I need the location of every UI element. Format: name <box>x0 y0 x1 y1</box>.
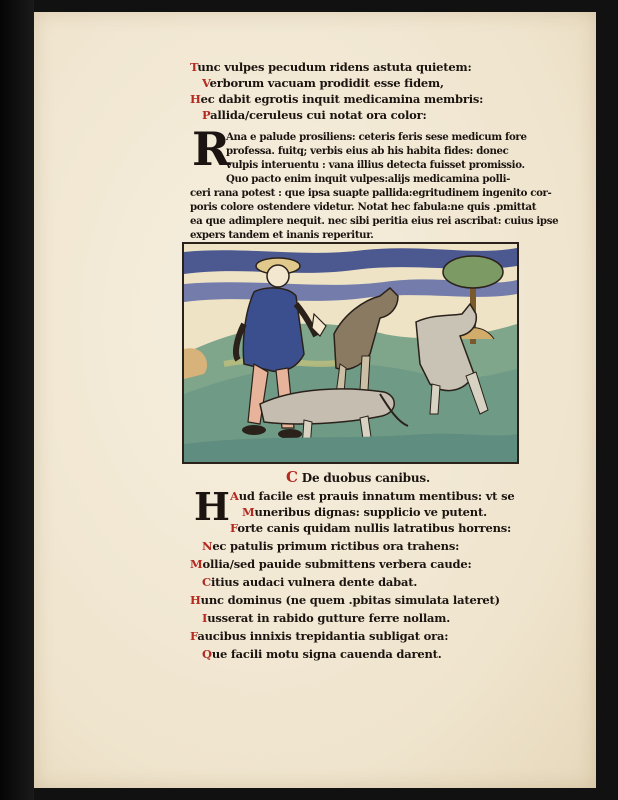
verse-line <box>190 629 448 643</box>
rubricated-letter: M <box>190 557 203 571</box>
verse-text: itius audaci vulnera dente dabat. <box>210 575 418 589</box>
prose-line: ceri rana potest : que ipsa suapte pallida:egritudinem ingenito cor- <box>190 187 552 199</box>
rubricated-letter: I <box>202 611 208 625</box>
verse-line <box>202 539 459 553</box>
rubric-mark: C <box>286 468 298 486</box>
rubricated-letter: H <box>190 92 201 106</box>
rubricated-letter: V <box>202 76 210 90</box>
verse-line <box>190 593 500 607</box>
rubricated-letter: N <box>202 539 213 553</box>
verse-line-2 <box>202 76 444 90</box>
verse-text: orte canis quidam nullis latratibus horrens: <box>237 521 512 535</box>
rubricated-letter: A <box>230 489 239 503</box>
prose-line: Ana e palude prosiliens: ceteris feris sese medicum fore <box>226 131 527 143</box>
verse-line <box>230 521 511 535</box>
prose-line: expers tandem et inanis reperitur. <box>190 229 374 241</box>
verse-text: ec dabit egrotis inquit medicamina membris: <box>200 92 484 106</box>
verse-text: allida/ceruleus cui notat ora color: <box>210 108 427 122</box>
verse-line-4 <box>202 108 427 122</box>
verse-text: ud facile est prauis innatum mentibus: vt se <box>238 489 515 503</box>
fable-heading <box>286 470 430 485</box>
verse-text: unc dominus (ne quem .pbitas simulata lateret) <box>200 593 500 607</box>
verse-line-1 <box>190 60 472 74</box>
verse-line-3 <box>190 92 483 106</box>
rubricated-letter: T <box>190 60 198 74</box>
rubricated-letter: M <box>242 505 255 519</box>
rubricated-letter: C <box>202 575 211 589</box>
decorated-initial-r: R <box>192 122 231 176</box>
prose-line: ea que adimplere nequit. nec sibi peritia eius rei ascribat: cuius ipse <box>190 215 559 227</box>
book-spine-shadow <box>0 0 34 800</box>
verse-line <box>202 575 417 589</box>
verse-line <box>202 611 450 625</box>
verse-text: usserat in rabido gutture ferre nollam. <box>207 611 451 625</box>
prose-line: vulpis interuentu : vana illius detecta fuisset promissio. <box>226 159 525 171</box>
rubricated-letter: F <box>190 629 198 643</box>
verse-line <box>202 647 442 661</box>
prose-line: poris colore ostendere videtur. Notat hec fabula:ne quis .pmittat <box>190 201 537 213</box>
heading-text: De duobus canibus. <box>301 471 430 485</box>
verse-line <box>242 505 487 519</box>
verse-line <box>230 489 515 503</box>
verse-text: ue facili motu signa cauenda darent. <box>211 647 442 661</box>
verse-line <box>190 557 472 571</box>
rubricated-letter: P <box>202 108 211 122</box>
verse-text: unc vulpes pecudum ridens astuta quietem: <box>197 60 472 74</box>
prose-line: professa. fuitq; verbis eius ab his habita fides: donec <box>226 145 509 157</box>
woodcut-scene <box>184 244 517 462</box>
verse-text: ollia/sed pauide submittens verbera caude: <box>202 557 472 571</box>
verse-text: uneribus dignas: supplicio ve putent. <box>254 505 487 519</box>
verse-text: erborum vacuam prodidit esse fidem, <box>209 76 444 90</box>
rubricated-letter: H <box>190 593 201 607</box>
manuscript-page <box>34 12 596 788</box>
verse-text: aucibus innixis trepidantia subligat ora: <box>197 629 449 643</box>
verse-text: ec patulis primum rictibus ora trahens: <box>212 539 460 553</box>
rubricated-letter: Q <box>202 647 212 661</box>
prose-line: Quo pacto enim inquit vulpes:alijs medicamina polli- <box>226 173 511 185</box>
rubricated-letter: F <box>230 521 238 535</box>
woodcut-illustration <box>182 242 519 464</box>
decorated-initial-h: H <box>194 484 230 529</box>
